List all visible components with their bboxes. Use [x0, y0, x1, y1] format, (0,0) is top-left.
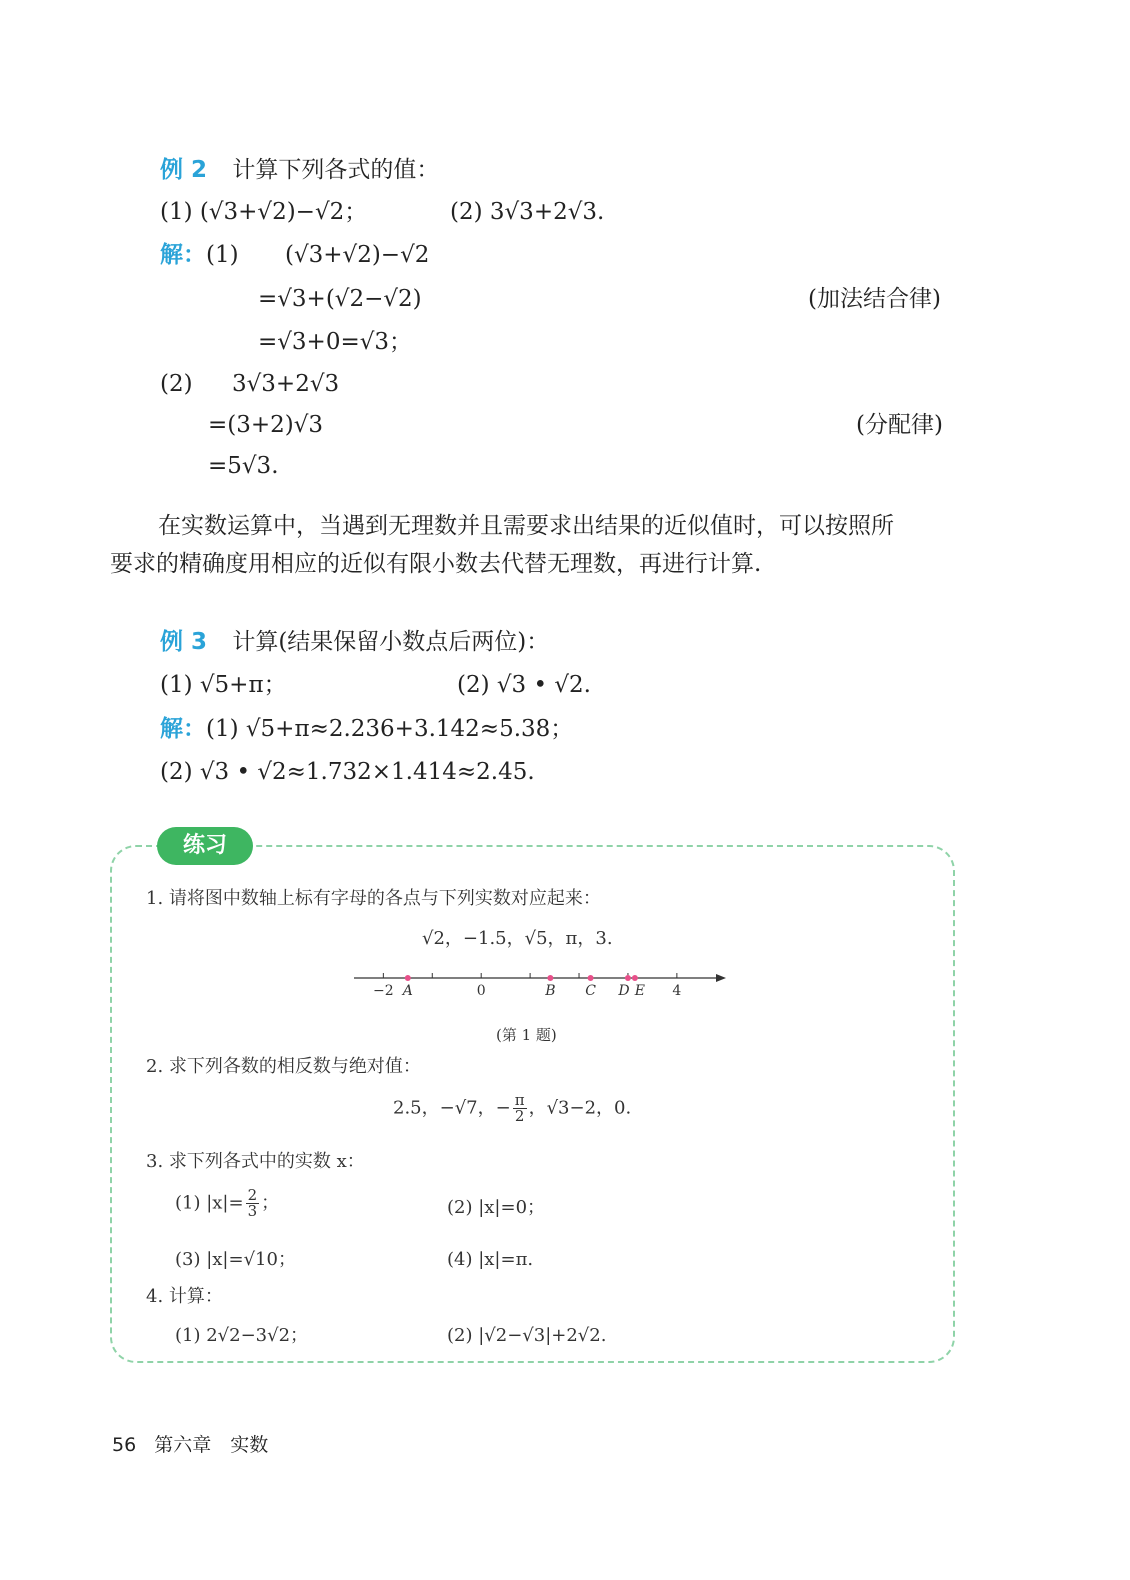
exercise-q3-1-b: ；	[261, 1192, 280, 1214]
example2-solution-label: 解：	[160, 242, 206, 268]
exercise-q4-text: 4. 计算：	[146, 1286, 223, 1307]
example2-s2-line3: =5√3.	[208, 453, 279, 479]
exercise-q3-4: (4) |x|=π.	[447, 1249, 534, 1270]
example2-s2-index: (2)	[160, 371, 193, 397]
exercise-q3-1	[175, 1188, 279, 1219]
tick-label: −2	[373, 983, 394, 999]
example2-s2-note: (分配律)	[856, 412, 943, 438]
example2-s2-line2: =(3+2)√3	[208, 412, 324, 438]
tick-label: 4	[672, 983, 682, 999]
paragraph-line2: 要求的精确度用相应的近似有限小数去代替无理数，再进行计算.	[110, 551, 762, 577]
example2-label: 例 2	[160, 157, 208, 183]
exercise-q2-text: 2. 求下列各数的相反数与绝对值：	[146, 1056, 421, 1077]
page-footer	[112, 1430, 268, 1457]
point-label-d: D	[618, 983, 630, 999]
tick-label: 0	[476, 983, 486, 999]
exercise-q2-values-b: ，√3−2，0.	[528, 1097, 632, 1119]
example2-solution-start	[160, 240, 239, 270]
exercise-q4-2: (2) |√2−√3|+2√2.	[447, 1325, 607, 1346]
example2-s2-line1: 3√3+2√3	[232, 371, 340, 397]
point-c	[588, 975, 594, 981]
point-label-b: B	[545, 983, 556, 999]
example3-q2: (2) √3 • √2.	[457, 672, 591, 698]
point-d	[625, 975, 631, 981]
fraction-numerator: π	[514, 1091, 525, 1109]
example3-s2: (2) √3 • √2≈1.732×1.414≈2.45.	[160, 759, 535, 785]
pi-over-2-fraction	[513, 1093, 527, 1124]
point-e	[632, 975, 638, 981]
exercise-label: 练习	[157, 827, 253, 865]
exercise-q4-1: (1) 2√2−3√2；	[175, 1325, 309, 1346]
point-a	[405, 975, 411, 981]
exercise-q2-values-a: 2.5，−√7，−	[393, 1097, 511, 1119]
example2-q2: (2) 3√3+2√3.	[450, 199, 605, 225]
exercise-q1-caption: (第 1 题)	[496, 1026, 557, 1044]
exercise-q1-values: √2，−1.5，√5，π，3.	[422, 928, 613, 949]
number-line	[340, 960, 730, 1010]
paragraph-line1: 在实数运算中，当遇到无理数并且需要求出结果的近似值时，可以按照所	[158, 513, 894, 539]
chapter-title: 第六章 实数	[154, 1434, 269, 1456]
example2-q1: (1) (√3+√2)−√2；	[160, 199, 368, 225]
example3-s1: (1) √5+π≈2.236+3.142≈5.38；	[206, 716, 574, 742]
exercise-q3-1-a: (1) |x|=	[175, 1192, 244, 1214]
example2-title: 计算下列各式的值：	[232, 157, 440, 183]
example2-s1-line2: =√3+(√2−√2)	[258, 286, 422, 312]
number-line-arrow	[716, 974, 726, 982]
point-label-e: E	[634, 983, 646, 999]
exercise-q3-3: (3) |x|=√10；	[175, 1249, 296, 1270]
example3-solution-line1	[160, 714, 573, 744]
example3-label: 例 3	[160, 629, 208, 655]
page-number: 56	[112, 1434, 137, 1456]
fraction-denominator: 3	[247, 1202, 258, 1220]
example3-solution-label: 解：	[160, 716, 206, 742]
example2-s1-line3: =√3+0=√3；	[258, 329, 413, 355]
fraction-numerator: 2	[247, 1186, 258, 1204]
exercise-q1-text: 1. 请将图中数轴上标有字母的各点与下列实数对应起来：	[146, 888, 601, 909]
two-thirds-fraction	[246, 1188, 260, 1219]
example3-heading	[160, 627, 549, 657]
exercise-q2-values	[393, 1093, 631, 1124]
exercise-q3-2: (2) |x|=0；	[447, 1197, 546, 1218]
point-label-c: C	[585, 983, 596, 999]
fraction-denominator: 2	[514, 1107, 525, 1125]
example3-title: 计算(结果保留小数点后两位)：	[232, 629, 550, 655]
example2-s1-line1: (√3+√2)−√2	[285, 242, 430, 268]
exercise-q3-text: 3. 求下列各式中的实数 x：	[146, 1151, 365, 1172]
point-b	[547, 975, 553, 981]
example2-s1-note: (加法结合律)	[808, 286, 941, 312]
example2-s1-index: (1)	[206, 242, 239, 268]
example2-heading	[160, 155, 439, 185]
point-label-a: A	[402, 983, 413, 999]
example3-q1: (1) √5+π；	[160, 672, 287, 698]
